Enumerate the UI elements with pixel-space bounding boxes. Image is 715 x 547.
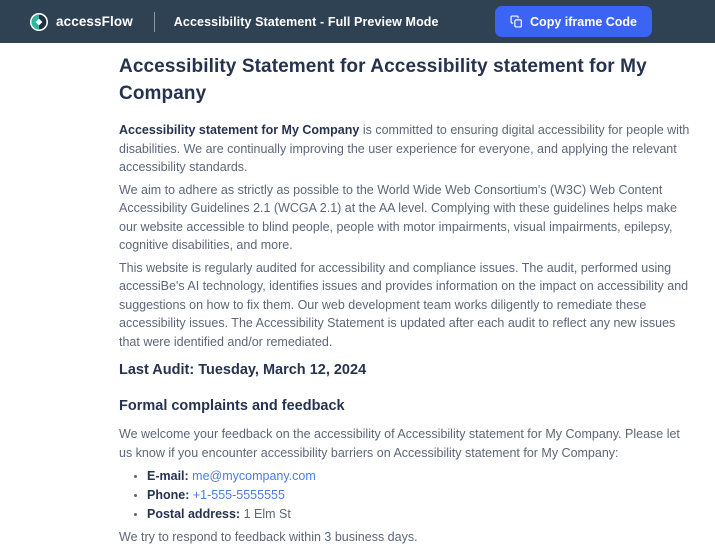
response-time-paragraph: We try to respond to feedback within 3 business days.: [119, 530, 418, 544]
phone-label: Phone:: [147, 488, 190, 502]
postal-address-label: Postal address:: [147, 507, 241, 521]
company-name-bold: Accessibility statement for My Company: [119, 123, 360, 137]
copy-button-label: Copy iframe Code: [530, 14, 637, 29]
guidelines-paragraph: We aim to adhere as strictly as possible to the World Wide Web Consortium's (W3C) Web Content Accessibility Guidelines 2.1 (WCGA 2.1) at the AA level. Complying with these guidelines helps make our website accessible to blind people, people with motor impairments, visual impairments, epilepsy, cognitive disabilities, and more.: [119, 182, 677, 252]
feedback-section-heading: Formal complaints and feedback: [119, 398, 345, 414]
list-item-email: [147, 467, 691, 486]
contact-list: [119, 467, 691, 524]
phone-link[interactable]: +1-555-5555555: [192, 488, 285, 502]
header-divider: [154, 12, 155, 32]
list-item-postal-address: [147, 505, 691, 524]
last-audit-line: [119, 360, 691, 381]
email-link[interactable]: me@mycompany.com: [192, 469, 316, 483]
page-title: Accessibility Statement for Accessibility statement for My Company: [119, 56, 647, 104]
brand-name: accessFlow: [56, 14, 133, 29]
last-audit-label: Last Audit:: [119, 362, 195, 378]
audit-paragraph: This website is regularly audited for accessibility and compliance issues. The audit, performed using accessiBe's AI technology, identifies issues and provides information on the impact on accessibility and suggestions on how to fix them. Our web development team works diligently to remediate these accessibility issues. The Accessibility Statement is updated after each audit to reflect any new issues that were identified and/or remediated.: [119, 260, 689, 349]
header-title: Accessibility Statement - Full Preview Mode: [173, 14, 439, 29]
copy-icon: [510, 14, 523, 29]
copy-iframe-code-button[interactable]: [495, 6, 652, 37]
top-bar: [0, 0, 715, 43]
postal-address-value: 1 Elm St: [243, 507, 291, 521]
brand: [30, 13, 133, 31]
accessflow-logo-icon: [30, 13, 48, 31]
commitment-text: is committed to ensuring digital accessibility for people with disabilities. We are continually improving the user experience for everyone, and applying the relevant accessibility standards.: [119, 123, 690, 174]
feedback-intro-paragraph: We welcome your feedback on the accessibility of Accessibility statement for My Company. Please let us know if you encounter accessibility barriers on Accessibility statement for My Company:: [119, 427, 680, 460]
last-audit-value: Tuesday, March 12, 2024: [198, 362, 367, 378]
commitment-paragraph: [119, 121, 691, 177]
email-label: E-mail:: [147, 469, 189, 483]
statement-document: [119, 53, 691, 547]
list-item-phone: [147, 486, 691, 505]
